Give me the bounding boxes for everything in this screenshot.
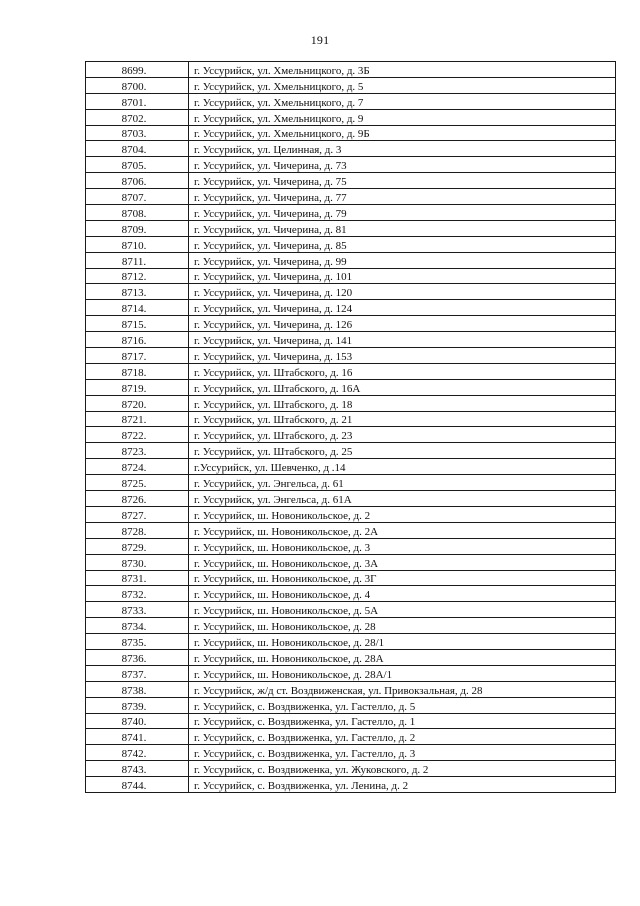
row-number-cell: 8699. [86,62,189,78]
table-row [86,109,616,125]
row-number-cell: 8724. [86,459,189,475]
address-cell: г. Уссурийск, ул. Хмельницкого, д. 3Б [189,62,616,78]
address-cell: г. Уссурийск, ш. Новоникольское, д. 28А [189,649,616,665]
row-number-cell: 8713. [86,284,189,300]
page-number: 191 [310,33,330,47]
row-number-cell: 8712. [86,268,189,284]
row-number-cell: 8719. [86,379,189,395]
table-row [86,157,616,173]
table-row [86,173,616,189]
table-row [86,284,616,300]
address-cell: г. Уссурийск, ш. Новоникольское, д. 3 [189,538,616,554]
table-row [86,443,616,459]
table-row [86,538,616,554]
row-number-cell: 8738. [86,681,189,697]
table-row [86,697,616,713]
table-row [86,761,616,777]
address-cell: г. Уссурийск, ул. Чичерина, д. 81 [189,220,616,236]
table-row [86,745,616,761]
table-row [86,236,616,252]
address-cell: г. Уссурийск, ул. Хмельницкого, д. 7 [189,93,616,109]
address-cell: г.Уссурийск, ул. Шевченко, д .14 [189,459,616,475]
table-row [86,777,616,793]
row-number-cell: 8711. [86,252,189,268]
address-cell: г. Уссурийск, ш. Новоникольское, д. 28А/1 [189,665,616,681]
table-row [86,379,616,395]
address-cell: г. Уссурийск, ул. Штабского, д. 21 [189,411,616,427]
table-row [86,602,616,618]
address-cell: г. Уссурийск, ул. Штабского, д. 16 [189,363,616,379]
row-number-cell: 8723. [86,443,189,459]
row-number-cell: 8734. [86,618,189,634]
address-cell: г. Уссурийск, ул. Чичерина, д. 73 [189,157,616,173]
row-number-cell: 8700. [86,77,189,93]
table-row [86,506,616,522]
table-row [86,713,616,729]
address-table-body [86,62,616,793]
address-cell: г. Уссурийск, ул. Чичерина, д. 141 [189,332,616,348]
address-cell: г. Уссурийск, ш. Новоникольское, д. 3Г [189,570,616,586]
row-number-cell: 8729. [86,538,189,554]
address-cell: г. Уссурийск, ж/д ст. Воздвиженская, ул. Привокзальная, д. 28 [189,681,616,697]
table-row [86,363,616,379]
address-cell: г. Уссурийск, с. Воздвиженка, ул. Гастелло, д. 5 [189,697,616,713]
table-row [86,332,616,348]
address-cell: г. Уссурийск, ш. Новоникольское, д. 2А [189,522,616,538]
table-row [86,268,616,284]
address-cell: г. Уссурийск, ул. Чичерина, д. 126 [189,316,616,332]
address-cell: г. Уссурийск, с. Воздвиженка, ул. Гастелло, д. 2 [189,729,616,745]
table-row [86,62,616,78]
table-row [86,586,616,602]
table-row [86,459,616,475]
address-cell: г. Уссурийск, ул. Целинная, д. 3 [189,141,616,157]
row-number-cell: 8741. [86,729,189,745]
address-table [85,61,616,793]
table-row [86,554,616,570]
address-cell: г. Уссурийск, ш. Новоникольское, д. 2 [189,506,616,522]
row-number-cell: 8702. [86,109,189,125]
table-row [86,205,616,221]
address-cell: г. Уссурийск, ш. Новоникольское, д. 28 [189,618,616,634]
row-number-cell: 8705. [86,157,189,173]
row-number-cell: 8710. [86,236,189,252]
address-cell: г. Уссурийск, ул. Хмельницкого, д. 9Б [189,125,616,141]
row-number-cell: 8714. [86,300,189,316]
row-number-cell: 8725. [86,475,189,491]
table-row [86,77,616,93]
table-row [86,522,616,538]
address-cell: г. Уссурийск, ул. Энгельса, д. 61А [189,491,616,507]
address-cell: г. Уссурийск, ул. Чичерина, д. 101 [189,268,616,284]
table-row [86,220,616,236]
table-row [86,427,616,443]
address-cell: г. Уссурийск, ул. Чичерина, д. 124 [189,300,616,316]
row-number-cell: 8727. [86,506,189,522]
row-number-cell: 8706. [86,173,189,189]
row-number-cell: 8701. [86,93,189,109]
address-cell: г. Уссурийск, с. Воздвиженка, ул. Ленина, д. 2 [189,777,616,793]
table-row [86,316,616,332]
address-cell: г. Уссурийск, ул. Чичерина, д. 75 [189,173,616,189]
address-cell: г. Уссурийск, ул. Штабского, д. 25 [189,443,616,459]
table-row [86,125,616,141]
table-row [86,491,616,507]
table-row [86,411,616,427]
address-cell: г. Уссурийск, ш. Новоникольское, д. 3А [189,554,616,570]
address-cell: г. Уссурийск, ул. Чичерина, д. 79 [189,205,616,221]
address-cell: г. Уссурийск, ул. Штабского, д. 18 [189,395,616,411]
row-number-cell: 8703. [86,125,189,141]
row-number-cell: 8721. [86,411,189,427]
address-cell: г. Уссурийск, с. Воздвиженка, ул. Жуковского, д. 2 [189,761,616,777]
row-number-cell: 8744. [86,777,189,793]
row-number-cell: 8742. [86,745,189,761]
table-row [86,634,616,650]
address-cell: г. Уссурийск, ул. Чичерина, д. 153 [189,348,616,364]
address-cell: г. Уссурийск, ул. Чичерина, д. 77 [189,189,616,205]
table-row [86,348,616,364]
row-number-cell: 8735. [86,634,189,650]
row-number-cell: 8717. [86,348,189,364]
row-number-cell: 8736. [86,649,189,665]
row-number-cell: 8707. [86,189,189,205]
row-number-cell: 8726. [86,491,189,507]
row-number-cell: 8733. [86,602,189,618]
row-number-cell: 8715. [86,316,189,332]
address-cell: г. Уссурийск, ул. Штабского, д. 23 [189,427,616,443]
table-row [86,300,616,316]
address-cell: г. Уссурийск, ул. Штабского, д. 16А [189,379,616,395]
table-row [86,475,616,491]
row-number-cell: 8731. [86,570,189,586]
row-number-cell: 8732. [86,586,189,602]
row-number-cell: 8728. [86,522,189,538]
table-row [86,141,616,157]
address-cell: г. Уссурийск, ш. Новоникольское, д. 28/1 [189,634,616,650]
row-number-cell: 8722. [86,427,189,443]
address-cell: г. Уссурийск, ул. Чичерина, д. 99 [189,252,616,268]
table-row [86,189,616,205]
table-row [86,252,616,268]
table-row [86,570,616,586]
row-number-cell: 8720. [86,395,189,411]
table-row [86,649,616,665]
row-number-cell: 8740. [86,713,189,729]
row-number-cell: 8716. [86,332,189,348]
address-cell: г. Уссурийск, ш. Новоникольское, д. 4 [189,586,616,602]
table-row [86,395,616,411]
address-cell: г. Уссурийск, ул. Чичерина, д. 85 [189,236,616,252]
row-number-cell: 8743. [86,761,189,777]
table-row [86,665,616,681]
row-number-cell: 8730. [86,554,189,570]
row-number-cell: 8737. [86,665,189,681]
row-number-cell: 8708. [86,205,189,221]
row-number-cell: 8709. [86,220,189,236]
address-cell: г. Уссурийск, ул. Чичерина, д. 120 [189,284,616,300]
table-row [86,93,616,109]
row-number-cell: 8718. [86,363,189,379]
address-cell: г. Уссурийск, ш. Новоникольское, д. 5А [189,602,616,618]
address-cell: г. Уссурийск, ул. Хмельницкого, д. 5 [189,77,616,93]
table-row [86,681,616,697]
row-number-cell: 8739. [86,697,189,713]
address-cell: г. Уссурийск, с. Воздвиженка, ул. Гастелло, д. 1 [189,713,616,729]
row-number-cell: 8704. [86,141,189,157]
address-cell: г. Уссурийск, с. Воздвиженка, ул. Гастелло, д. 3 [189,745,616,761]
address-cell: г. Уссурийск, ул. Энгельса, д. 61 [189,475,616,491]
table-row [86,729,616,745]
table-row [86,618,616,634]
address-cell: г. Уссурийск, ул. Хмельницкого, д. 9 [189,109,616,125]
